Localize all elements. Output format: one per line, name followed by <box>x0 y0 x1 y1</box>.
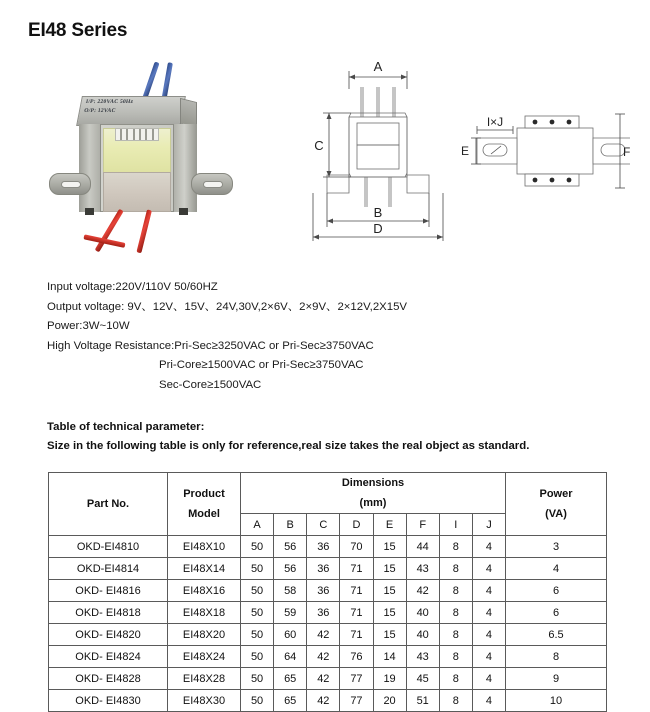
cell-dim-c: 36 <box>307 558 340 580</box>
cell-dim-b: 65 <box>274 668 307 690</box>
cell-dim-j: 4 <box>472 624 505 646</box>
header-power <box>506 473 607 536</box>
cell-model: EI48X14 <box>168 558 241 580</box>
cell-dim-e: 19 <box>373 668 406 690</box>
cell-dim-i: 8 <box>439 646 472 668</box>
cell-dim-i: 8 <box>439 602 472 624</box>
technical-parameter-table <box>48 472 607 712</box>
dim-label-d: D <box>373 221 383 236</box>
dim-label-b: B <box>373 205 383 220</box>
cell-dim-b: 59 <box>274 602 307 624</box>
mounting-bracket-left <box>49 173 91 195</box>
cell-dim-i: 8 <box>439 580 472 602</box>
cell-dim-e: 15 <box>373 536 406 558</box>
spec-line-sec-core: Sec-Core≥1500VAC <box>159 378 262 391</box>
table-row <box>49 646 607 668</box>
dim-label-e: E <box>461 144 470 158</box>
cell-dim-f: 44 <box>406 536 439 558</box>
transformer-rating-label <box>83 98 184 115</box>
cell-power: 9 <box>506 668 607 690</box>
cell-dim-j: 4 <box>472 558 505 580</box>
header-dimensions-line2: (mm) <box>359 497 387 509</box>
cell-dim-b: 64 <box>274 646 307 668</box>
specification-list <box>47 278 607 396</box>
technical-parameter-table-wrapper <box>48 472 602 712</box>
table-row <box>49 536 607 558</box>
cell-dim-d: 77 <box>340 690 373 712</box>
cell-dim-c: 36 <box>307 602 340 624</box>
table-row <box>49 668 607 690</box>
cell-part-no: OKD- EI4824 <box>49 646 168 668</box>
side-view-drawing <box>455 100 630 210</box>
cell-power: 6 <box>506 602 607 624</box>
header-dim-b: B <box>274 514 307 536</box>
dim-label-ixj: I×J <box>486 115 504 129</box>
cell-dim-e: 14 <box>373 646 406 668</box>
table-row <box>49 690 607 712</box>
cell-dim-f: 45 <box>406 668 439 690</box>
cell-dim-i: 8 <box>439 558 472 580</box>
table-row <box>49 580 607 602</box>
table-row <box>49 624 607 646</box>
figures-band <box>0 55 650 260</box>
cell-dim-i: 8 <box>439 536 472 558</box>
cell-model: EI48X16 <box>168 580 241 602</box>
cell-power: 3 <box>506 536 607 558</box>
cell-dim-c: 42 <box>307 668 340 690</box>
cell-dim-i: 8 <box>439 624 472 646</box>
rating-label-output: O/P: 12VAC <box>83 107 117 114</box>
pin-header <box>115 128 159 141</box>
transformer-foot-right <box>179 208 188 215</box>
cell-dim-b: 60 <box>274 624 307 646</box>
cell-dim-a: 50 <box>241 580 274 602</box>
header-part-no: Part No. <box>49 473 168 536</box>
cell-dim-a: 50 <box>241 558 274 580</box>
table-caption-line1: Table of technical parameter: <box>47 421 205 433</box>
front-view-drawing <box>305 55 455 255</box>
cell-dim-a: 50 <box>241 602 274 624</box>
cell-power: 10 <box>506 690 607 712</box>
cell-dim-j: 4 <box>472 668 505 690</box>
table-header-row <box>49 473 607 514</box>
cell-dim-d: 71 <box>340 602 373 624</box>
table-row <box>49 602 607 624</box>
cell-dim-c: 42 <box>307 690 340 712</box>
spec-line-hv-resistance: High Voltage Resistance:Pri-Sec≥3250VAC or Pri-Sec≥3750VAC <box>47 339 374 352</box>
transformer-foot-left <box>85 208 94 215</box>
cell-model: EI48X28 <box>168 668 241 690</box>
cell-dim-e: 15 <box>373 602 406 624</box>
spec-line-output-voltage: Output voltage: 9V、12V、15V、24V,30V,2×6V、2×9V、2×12V,2X15V <box>47 300 408 313</box>
cell-dim-d: 77 <box>340 668 373 690</box>
cell-dim-f: 43 <box>406 646 439 668</box>
cell-dim-j: 4 <box>472 690 505 712</box>
cell-dim-b: 58 <box>274 580 307 602</box>
cell-part-no: OKD- EI4820 <box>49 624 168 646</box>
cell-part-no: OKD-EI4810 <box>49 536 168 558</box>
cell-power: 8 <box>506 646 607 668</box>
cell-dim-a: 50 <box>241 624 274 646</box>
header-dimensions-line1: Dimensions <box>341 477 405 489</box>
cell-part-no: OKD- EI4818 <box>49 602 168 624</box>
cell-dim-e: 15 <box>373 580 406 602</box>
cell-power: 6 <box>506 580 607 602</box>
cell-dim-e: 15 <box>373 624 406 646</box>
cell-dim-a: 50 <box>241 690 274 712</box>
cell-dim-b: 56 <box>274 558 307 580</box>
header-dim-e: E <box>373 514 406 536</box>
header-power-line1: Power <box>539 488 573 500</box>
cell-dim-j: 4 <box>472 602 505 624</box>
header-power-line2: (VA) <box>545 508 567 520</box>
cell-model: EI48X18 <box>168 602 241 624</box>
cell-dim-a: 50 <box>241 646 274 668</box>
page-title: EI48 Series <box>28 20 128 41</box>
rating-label-input: I/P: 220VAC 50Hz <box>85 99 134 105</box>
cell-dim-c: 36 <box>307 580 340 602</box>
lamination-right <box>173 124 197 212</box>
product-photo <box>55 60 255 255</box>
cell-power: 6.5 <box>506 624 607 646</box>
header-dim-j: J <box>472 514 505 536</box>
cell-part-no: OKD- EI4830 <box>49 690 168 712</box>
table-caption-line2: Size in the following table is only for reference,real size takes the real object as standard. <box>47 440 530 452</box>
cell-dim-c: 42 <box>307 624 340 646</box>
cell-dim-b: 56 <box>274 536 307 558</box>
spec-line-pri-core: Pri-Core≥1500VAC or Pri-Sec≥3750VAC <box>159 359 364 372</box>
header-dim-f: F <box>406 514 439 536</box>
cell-dim-f: 40 <box>406 624 439 646</box>
spec-line-power: Power:3W~10W <box>47 320 130 333</box>
cell-dim-a: 50 <box>241 668 274 690</box>
header-dim-a: A <box>241 514 274 536</box>
cell-dim-f: 51 <box>406 690 439 712</box>
cell-dim-f: 40 <box>406 602 439 624</box>
mounting-bracket-right <box>191 173 233 195</box>
header-dim-c: C <box>307 514 340 536</box>
cell-part-no: OKD- EI4828 <box>49 668 168 690</box>
dim-label-a: A <box>373 59 383 74</box>
cell-dim-d: 70 <box>340 536 373 558</box>
header-dim-i: I <box>439 514 472 536</box>
cell-power: 4 <box>506 558 607 580</box>
header-product-model-line1: Product <box>183 488 225 500</box>
spec-line-input-voltage: Input voltage:220V/110V 50/60HZ <box>47 281 218 293</box>
cell-model: EI48X24 <box>168 646 241 668</box>
cell-dim-c: 42 <box>307 646 340 668</box>
header-dimensions <box>241 473 506 514</box>
cell-dim-d: 76 <box>340 646 373 668</box>
dim-label-f: F <box>623 145 630 159</box>
cell-dim-e: 15 <box>373 558 406 580</box>
table-row <box>49 558 607 580</box>
cell-dim-i: 8 <box>439 690 472 712</box>
cell-dim-e: 20 <box>373 690 406 712</box>
cell-dim-f: 43 <box>406 558 439 580</box>
cell-model: EI48X30 <box>168 690 241 712</box>
cell-dim-f: 42 <box>406 580 439 602</box>
cell-dim-c: 36 <box>307 536 340 558</box>
cell-part-no: OKD-EI4814 <box>49 558 168 580</box>
transformer-bobbin-lower <box>103 172 171 212</box>
cell-dim-j: 4 <box>472 536 505 558</box>
table-body <box>49 536 607 712</box>
cell-dim-j: 4 <box>472 646 505 668</box>
header-dim-d: D <box>340 514 373 536</box>
cell-dim-a: 50 <box>241 536 274 558</box>
cell-dim-d: 71 <box>340 558 373 580</box>
dim-label-c: C <box>314 138 324 153</box>
cell-dim-d: 71 <box>340 624 373 646</box>
cell-part-no: OKD- EI4816 <box>49 580 168 602</box>
cell-model: EI48X10 <box>168 536 241 558</box>
cell-dim-b: 65 <box>274 690 307 712</box>
cell-dim-i: 8 <box>439 668 472 690</box>
cell-dim-j: 4 <box>472 580 505 602</box>
header-product-model-line2: Model <box>188 508 220 520</box>
cell-model: EI48X20 <box>168 624 241 646</box>
lamination-left <box>79 124 101 212</box>
table-caption <box>47 418 617 456</box>
header-product-model <box>168 473 241 536</box>
secondary-wire-red-2 <box>136 209 151 253</box>
cell-dim-d: 71 <box>340 580 373 602</box>
